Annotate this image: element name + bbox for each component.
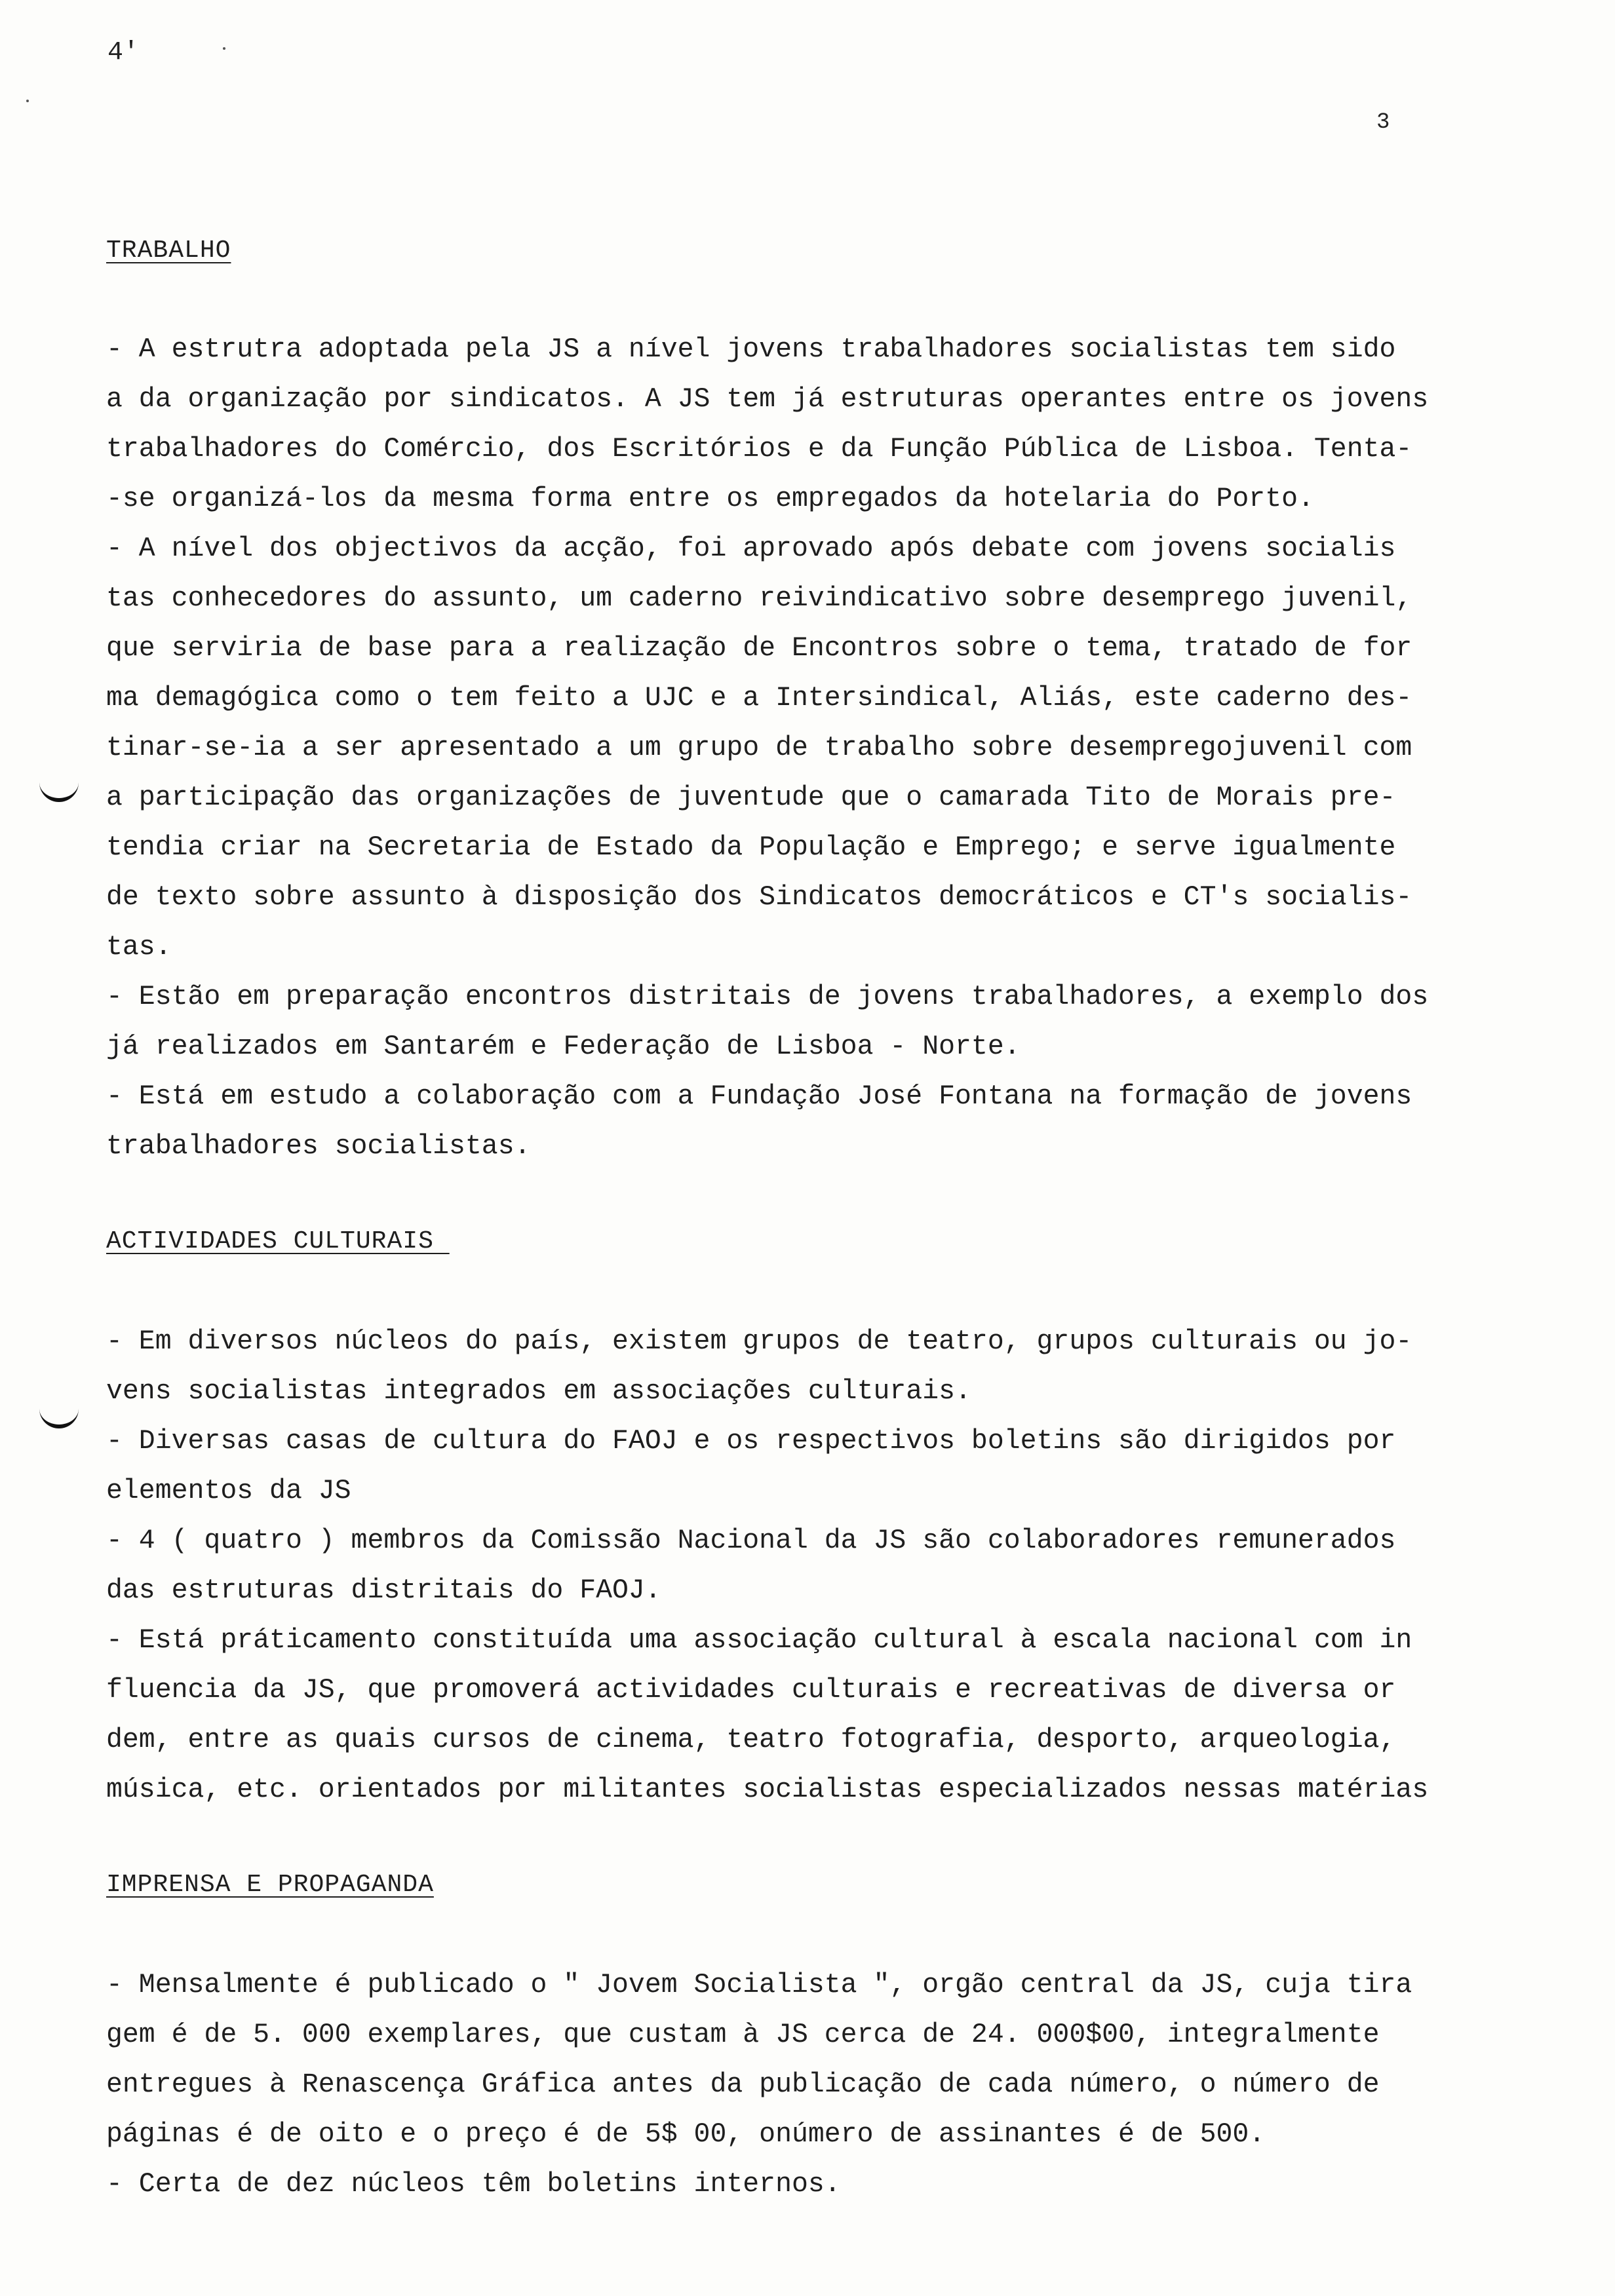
paragraph-line: que serviria de base para a realização de Encontros sobre o tema, tratado de for: [106, 633, 1412, 664]
paragraph-line: música, etc. orientados por militantes socialistas especializados nessas matérias: [106, 1774, 1429, 1805]
paragraph-line: a da organização por sindicatos. A JS tem já estruturas operantes entre os jovens: [106, 384, 1429, 415]
margin-bracket-mark: [39, 1407, 79, 1428]
paragraph-line: tas.: [106, 932, 172, 963]
top-left-page-mark: 4': [107, 38, 140, 67]
paragraph-line: trabalhadores do Comércio, dos Escritórios e da Função Pública de Lisboa. Tenta-: [106, 434, 1412, 465]
paragraph-line: - Está em estudo a colaboração com a Fundação José Fontana na formação de jovens: [106, 1081, 1412, 1112]
paragraph-line: tendia criar na Secretaria de Estado da População e Emprego; e serve igualmente: [106, 832, 1396, 863]
paragraph-line: já realizados em Santarém e Federação de Lisboa - Norte.: [106, 1031, 1021, 1062]
section-heading-actividades-culturais: ACTIVIDADES CULTURAIS: [106, 1227, 450, 1255]
paragraph-line: das estruturas distritais do FAOJ.: [106, 1575, 661, 1606]
paragraph-line: trabalhadores socialistas.: [106, 1131, 531, 1162]
paragraph-line: de texto sobre assunto à disposição dos Sindicatos democráticos e CT's socialis-: [106, 882, 1412, 913]
section-heading-trabalho: TRABALHO: [106, 237, 231, 265]
paragraph-line: entregues à Renascença Gráfica antes da publicação de cada número, o número de: [106, 2069, 1380, 2100]
paragraph-line: gem é de 5. 000 exemplares, que custam à JS cerca de 24. 000$00, integralmente: [106, 2019, 1380, 2050]
ink-speck: [26, 100, 29, 102]
paragraph-line: a participação das organizações de juventude que o camarada Tito de Morais pre-: [106, 782, 1396, 813]
paragraph-line: - Em diversos núcleos do país, existem grupos de teatro, grupos culturais ou jo-: [106, 1326, 1412, 1357]
paragraph-line: - Certa de dez núcleos têm boletins internos.: [106, 2169, 841, 2200]
paragraph-line: - Diversas casas de cultura do FAOJ e os respectivos boletins são dirigidos por: [106, 1426, 1396, 1457]
paragraph-line: vens socialistas integrados em associações culturais.: [106, 1376, 971, 1407]
paragraph-line: elementos da JS: [106, 1476, 351, 1506]
paragraph-line: - 4 ( quatro ) membros da Comissão Nacional da JS são colaboradores remunerados: [106, 1525, 1396, 1556]
paragraph-line: dem, entre as quais cursos de cinema, teatro fotografia, desporto, arqueologia,: [106, 1725, 1396, 1755]
paragraph-line: - Está práticamento constituída uma associação cultural à escala nacional com in: [106, 1625, 1412, 1656]
paragraph-line: fluencia da JS, que promoverá actividades culturais e recreativas de diversa or: [106, 1675, 1396, 1706]
paragraph-line: -se organizá-los da mesma forma entre os empregados da hotelaria do Porto.: [106, 484, 1314, 514]
section-heading-imprensa-e-propaganda: IMPRENSA E PROPAGANDA: [106, 1871, 434, 1899]
paragraph-line: tas conhecedores do assunto, um caderno reivindicativo sobre desemprego juvenil,: [106, 583, 1412, 614]
margin-bracket-mark: [39, 781, 79, 802]
paragraph-line: - Mensalmente é publicado o " Jovem Socialista ", orgão central da JS, cuja tira: [106, 1970, 1412, 2000]
top-right-page-number: 3: [1376, 110, 1390, 135]
paragraph-line: tinar-se-ia a ser apresentado a um grupo de trabalho sobre desempregojuvenil com: [106, 733, 1412, 763]
paragraph-line: - A estrutra adoptada pela JS a nível jovens trabalhadores socialistas tem sido: [106, 334, 1396, 365]
paragraph-line: - A nível dos objectivos da acção, foi aprovado após debate com jovens socialis: [106, 533, 1396, 564]
paragraph-line: ma demagógica como o tem feito a UJC e a Intersindical, Aliás, este caderno des-: [106, 683, 1412, 714]
ink-speck: [223, 47, 225, 50]
paragraph-line: - Estão em preparação encontros distritais de jovens trabalhadores, a exemplo dos: [106, 982, 1429, 1012]
paragraph-line: páginas é de oito e o preço é de 5$ 00, onúmero de assinantes é de 500.: [106, 2119, 1266, 2150]
